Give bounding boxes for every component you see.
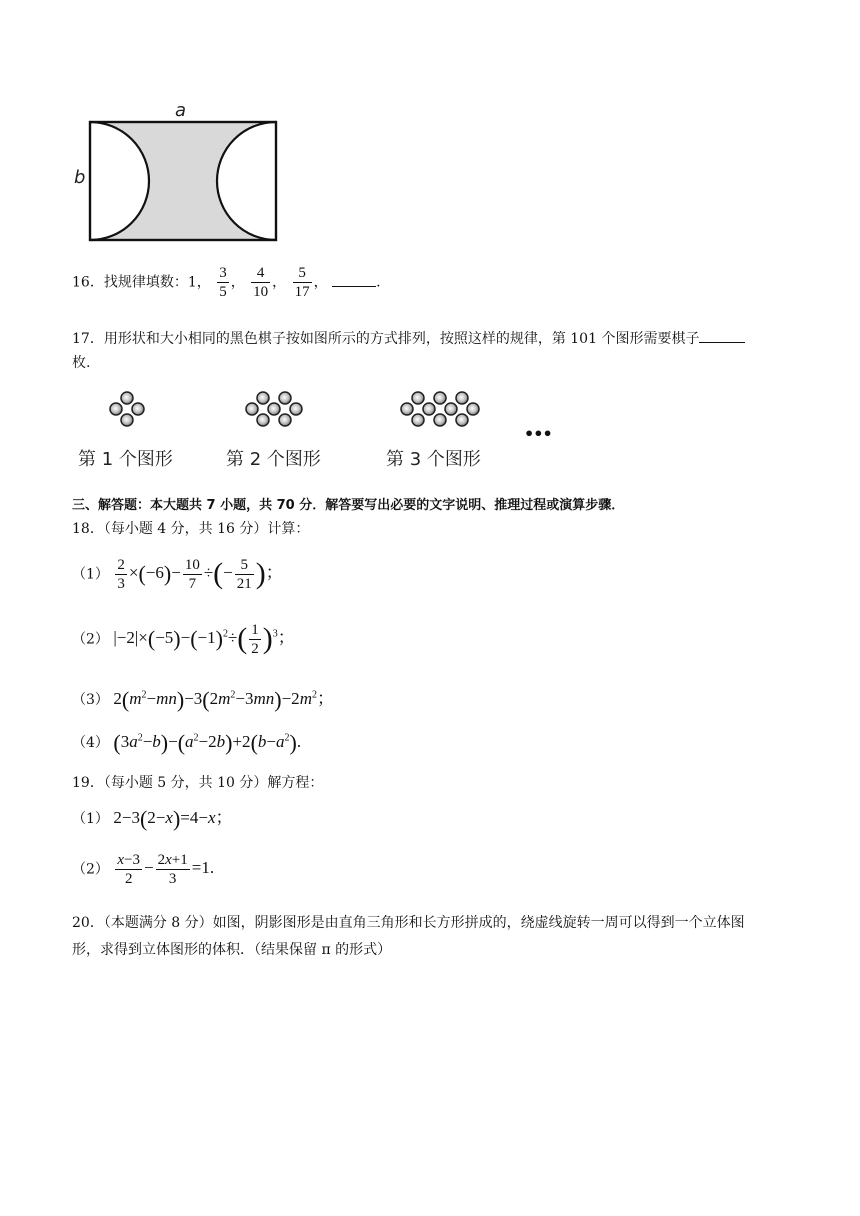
question-number: 19． xyxy=(72,775,104,791)
question-text: 形，求得到立体图形的体积．（结果保留 π 的形式） xyxy=(72,942,392,958)
question-17 xyxy=(72,328,745,348)
part-label: （4） xyxy=(72,734,109,751)
numerator: 5 xyxy=(293,264,312,283)
expression: $|-2|\times(-5)-(-1)^2\div$( $\frac{1}{2}$ )$^3$； xyxy=(113,622,295,657)
denominator: 17 xyxy=(294,284,310,300)
question-18 xyxy=(72,518,309,538)
q18-part-2 xyxy=(72,621,295,658)
numerator: 4 xyxy=(251,264,270,283)
period: . xyxy=(376,274,381,291)
question-text: 枚. xyxy=(72,355,91,371)
question-text: （每小题 5 分，共 10 分）解方程： xyxy=(103,775,324,791)
answer-blank[interactable] xyxy=(332,274,376,287)
fraction xyxy=(251,264,270,301)
pattern-label-1: 第 1 个图形 xyxy=(78,449,173,470)
equation: $\frac{x-3}{2}$ − $\frac{2x+1}{3}$ =1. xyxy=(117,852,215,887)
part-label: （1） xyxy=(72,566,109,583)
separator: ， xyxy=(230,274,245,291)
pattern-label-2: 第 2 个图形 xyxy=(226,449,321,470)
question-20 xyxy=(72,912,745,932)
question-19 xyxy=(72,772,323,792)
pattern-label-3: 第 3 个图形 xyxy=(386,449,481,470)
ellipsis: ••• xyxy=(524,424,552,443)
part-label: （1） xyxy=(72,811,109,827)
separator: ， xyxy=(272,274,287,291)
part-label: （2） xyxy=(72,631,109,648)
question-text: （本题满分 8 分）如图，阴影图形是由直角三角形和长方形拼成的，绕虚线旋转一周可以得到一个立体图 xyxy=(103,915,745,931)
question-number: 20． xyxy=(72,915,104,931)
numerator: 3 xyxy=(219,265,227,281)
question-text: （每小题 4 分，共 16 分）计算： xyxy=(103,521,310,537)
equation: 2−3(2−x)=4−x； xyxy=(113,806,233,832)
question-17-cont xyxy=(72,352,90,372)
expression: $(3a^2-b)-(a^2-2b)+2(b-a^2)$. xyxy=(113,730,302,755)
fraction xyxy=(293,264,312,301)
question-number: 18． xyxy=(72,521,104,537)
question-number: 17． xyxy=(72,331,104,347)
question-text: 用形状和大小相同的黑色棋子按如图所示的方式排列，按照这样的规律，第 101 个图形需要棋子 xyxy=(103,331,700,347)
expression: $\frac{2}{3}$ ×(−6)− $\frac{10}{7}$ ÷(− $\frac{5}{21}$ )； xyxy=(117,557,283,592)
question-number: 16． xyxy=(72,274,104,291)
q18-part-1 xyxy=(72,556,283,593)
q18-part-3 xyxy=(72,684,334,713)
question-16 xyxy=(72,264,381,301)
denominator: 10 xyxy=(253,284,269,300)
denominator: 5 xyxy=(219,284,227,300)
fraction xyxy=(217,264,229,301)
label-b: b xyxy=(74,167,86,188)
q18-part-4 xyxy=(72,730,301,756)
separator: ， xyxy=(313,274,328,291)
question-20-cont xyxy=(72,939,391,959)
expression: $2(m^2-mn)-3(2m^2-3mn)-2m^2$； xyxy=(113,687,334,713)
section-3-title: 三、解答题：本大题共 7 小题，共 70 分．解答要写出必要的文字说明、推理过程或演算步骤． xyxy=(72,498,625,513)
question-text: 找规律填数：1， xyxy=(103,274,211,291)
q19-part-2 xyxy=(72,851,214,888)
part-label: （2） xyxy=(72,861,109,878)
q19-part-1 xyxy=(72,803,233,832)
part-label: （3） xyxy=(72,692,109,708)
label-a: a xyxy=(175,100,187,121)
answer-blank[interactable] xyxy=(699,330,745,343)
